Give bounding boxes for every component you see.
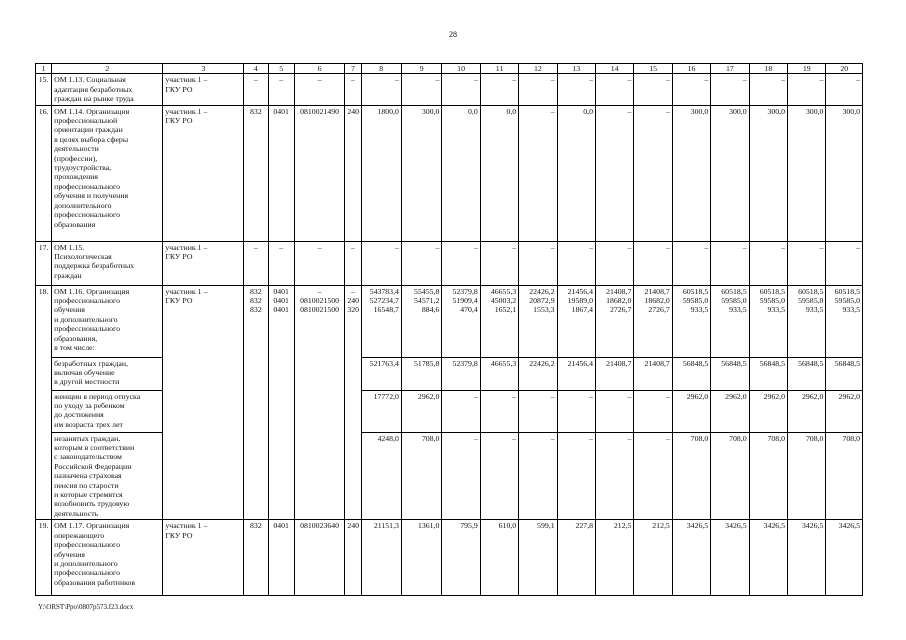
value-cell: – <box>826 74 863 105</box>
value-cell: 300,0 <box>711 105 749 241</box>
value-cell-line: 46655,3 <box>490 286 517 296</box>
executor <box>163 520 244 596</box>
value-cell-line: 2726,7 <box>609 305 632 315</box>
measure-name-line: обучения <box>54 549 85 559</box>
value-cell: – <box>442 241 480 285</box>
value-cell: 21408,7 <box>596 357 634 390</box>
value-cell: – <box>519 432 557 520</box>
subitem-name-line: в другой местности <box>54 377 120 387</box>
value-cell: – <box>596 241 634 285</box>
value-cell: – <box>788 241 826 285</box>
subitem-name-line: возобновить трудовую <box>54 499 130 509</box>
value-cell: 212,5 <box>634 520 672 596</box>
subitem-name-line: им возраста трех лет <box>54 419 123 429</box>
value-cell: – <box>596 390 634 432</box>
value-cell: – <box>519 390 557 432</box>
value-cell: 51785,8 <box>401 357 441 390</box>
value-cell <box>672 285 710 357</box>
table-row <box>36 241 863 285</box>
executor-line: участник 1 – <box>165 521 208 531</box>
value-cell: – <box>401 241 441 285</box>
value-cell: 3426,5 <box>788 520 826 596</box>
value-cell-line: 60518,5 <box>759 286 786 296</box>
executor-line: участник 1 – <box>165 286 208 296</box>
value-cell: 2962,0 <box>401 390 441 432</box>
measure-name <box>52 285 163 357</box>
value-cell: – <box>294 241 345 285</box>
value-cell: – <box>596 74 634 105</box>
subitem-name-line: включая обучение <box>54 368 115 378</box>
table-row <box>36 520 863 596</box>
value-cell: – <box>557 432 595 520</box>
value-cell-line: 1553,3 <box>533 305 555 315</box>
value-cell-line: 16548,7 <box>373 305 399 315</box>
col-header: 19 <box>788 64 826 74</box>
value-cell-line: 51909,4 <box>452 296 478 306</box>
code-cell-line: 0401 <box>273 296 289 306</box>
value-cell: – <box>749 74 787 105</box>
value-cell-line: 21408,7 <box>644 286 670 296</box>
code-cell-line: 0401 <box>273 286 289 296</box>
value-cell: 56848,5 <box>672 357 710 390</box>
col-header: 4 <box>244 64 268 74</box>
measure-name-line: ОМ 1.15. <box>54 242 85 252</box>
value-cell: 240 <box>345 105 361 241</box>
value-cell <box>442 285 480 357</box>
value-cell: 56848,5 <box>788 357 826 390</box>
value-cell-line: 59585,0 <box>834 296 860 306</box>
value-cell: 708,0 <box>788 432 826 520</box>
col-header: 13 <box>557 64 595 74</box>
file-path-footer: Y:\ORST\Ppo\0807p573.f23.docx <box>38 603 134 611</box>
value-cell: 300,0 <box>826 105 863 241</box>
value-cell: – <box>401 74 441 105</box>
col-header: 6 <box>294 64 345 74</box>
value-cell: 227,8 <box>557 520 595 596</box>
value-cell: 0,0 <box>480 105 518 241</box>
row-number: 15. <box>36 74 52 105</box>
measure-name-line: адаптация безработных <box>54 84 133 94</box>
value-cell: 0810023640 <box>294 520 345 596</box>
code-cell-line: 0810021500 <box>300 296 340 306</box>
code-cell <box>268 285 294 520</box>
executor-line: ГКУ РО <box>165 84 193 94</box>
page-number: 28 <box>449 30 457 39</box>
value-cell: 300,0 <box>401 105 441 241</box>
value-cell: – <box>711 241 749 285</box>
value-cell: 2962,0 <box>672 390 710 432</box>
measure-name-line: и дополнительного <box>54 558 118 568</box>
subitem-name-line: безработных граждан, <box>54 358 128 368</box>
executor-line: ГКУ РО <box>165 530 193 540</box>
value-cell-line: 59585,0 <box>682 296 709 306</box>
value-cell: 1800,0 <box>361 105 401 241</box>
value-cell: 300,0 <box>788 105 826 241</box>
col-header: 1 <box>36 64 52 74</box>
value-cell: – <box>345 241 361 285</box>
code-cell-line: 0810021500 <box>300 305 340 315</box>
col-header: 16 <box>672 64 710 74</box>
value-cell-line: 21456,4 <box>567 286 593 296</box>
value-cell: 0,0 <box>557 105 595 241</box>
col-header: 12 <box>519 64 557 74</box>
col-header: 17 <box>711 64 749 74</box>
value-cell: – <box>480 241 518 285</box>
value-cell: – <box>244 74 268 105</box>
executor <box>163 74 244 105</box>
measure-name-line: (профессии), <box>54 153 98 163</box>
col-header: 11 <box>480 64 518 74</box>
value-cell: – <box>519 74 557 105</box>
value-cell: 832 <box>244 105 268 241</box>
subitem-name-line: по уходу за ребенком <box>54 401 125 411</box>
value-cell-line: 52379,8 <box>452 286 478 296</box>
value-cell: 2962,0 <box>788 390 826 432</box>
value-cell: 0401 <box>268 105 294 241</box>
measure-name-line: профессионального <box>54 210 120 220</box>
value-cell: 832 <box>244 520 268 596</box>
col-header: 3 <box>163 64 244 74</box>
value-cell: 3426,5 <box>749 520 787 596</box>
value-cell: – <box>596 105 634 241</box>
value-cell <box>711 285 749 357</box>
measure-name-line: и дополнительного <box>54 314 118 324</box>
value-cell: – <box>268 74 294 105</box>
measure-name <box>52 105 163 241</box>
value-cell: 17772,0 <box>361 390 401 432</box>
value-cell: – <box>596 432 634 520</box>
measure-name-line: поддержка безработных <box>54 261 135 271</box>
value-cell: – <box>480 390 518 432</box>
col-header: 9 <box>401 64 441 74</box>
value-cell: 300,0 <box>749 105 787 241</box>
code-cell-line: – <box>317 286 322 296</box>
measure-name-line: образования работников <box>54 577 136 587</box>
value-cell: – <box>361 241 401 285</box>
value-cell: 52379,8 <box>442 357 480 390</box>
value-cell: 708,0 <box>749 432 787 520</box>
value-cell-line: 60518,5 <box>682 286 709 296</box>
value-cell-line: 1867,4 <box>571 305 593 315</box>
measure-name-line: ОМ 1.13. Социальная <box>54 75 126 85</box>
value-cell: – <box>294 74 345 105</box>
measure-name-line: ОМ 1.17. Организация <box>54 521 130 531</box>
value-cell: 2962,0 <box>826 390 863 432</box>
value-cell: – <box>480 432 518 520</box>
col-header: 14 <box>596 64 634 74</box>
measure-name-line: профессионального <box>54 181 120 191</box>
col-header: 7 <box>345 64 361 74</box>
measure-name-line: профессиональной <box>54 116 118 126</box>
value-cell <box>749 285 787 357</box>
subitem-name-line: которым в соответствии <box>54 443 135 453</box>
value-cell: 3426,5 <box>711 520 749 596</box>
value-cell-line: 2726,7 <box>648 305 670 315</box>
value-cell-line: 60518,5 <box>721 286 747 296</box>
value-cell-line: 884,6 <box>421 305 440 315</box>
value-cell <box>826 285 863 357</box>
value-cell: 21151,3 <box>361 520 401 596</box>
value-cell: 21408,7 <box>634 357 672 390</box>
value-cell-line: 933,5 <box>842 305 860 315</box>
value-cell <box>788 285 826 357</box>
value-cell: – <box>442 390 480 432</box>
measure-name-line: деятельности <box>54 144 99 154</box>
measure-name-line: обучения <box>54 305 85 315</box>
value-cell: 610,0 <box>480 520 518 596</box>
measure-name-line: профессионального <box>54 324 120 334</box>
value-cell-line: 20872,9 <box>529 296 555 306</box>
executor-line: участник 1 – <box>165 106 208 116</box>
executor <box>163 105 244 241</box>
table-subrow <box>36 432 863 520</box>
value-cell: – <box>519 241 557 285</box>
value-cell: – <box>519 105 557 241</box>
value-cell: 56848,5 <box>826 357 863 390</box>
value-cell-line: 543783,4 <box>369 286 399 296</box>
subitem-name <box>52 432 163 520</box>
table-subrow <box>36 357 863 390</box>
code-cell-line: 240 <box>347 296 360 306</box>
value-cell: – <box>557 390 595 432</box>
value-cell-line: 60518,5 <box>798 286 824 296</box>
value-cell-line: 18682,0 <box>644 296 670 306</box>
value-cell-line: 933,5 <box>767 305 786 315</box>
value-cell-line: 59585,0 <box>759 296 786 306</box>
value-cell: 1361,0 <box>401 520 441 596</box>
value-cell <box>401 285 441 357</box>
subitem-name <box>52 357 163 390</box>
value-cell: – <box>634 241 672 285</box>
value-cell: 22426,2 <box>519 357 557 390</box>
value-cell-line: 933,5 <box>729 305 747 315</box>
row-number: 17. <box>36 241 52 285</box>
value-cell: – <box>634 390 672 432</box>
value-cell <box>480 285 518 357</box>
value-cell: – <box>361 74 401 105</box>
value-cell <box>634 285 672 357</box>
measure-name-line: профессионального <box>54 568 120 578</box>
measure-name-line: ориентации граждан <box>54 125 123 135</box>
subitem-name-line: и которые стремятся <box>54 490 123 500</box>
measure-name <box>52 74 163 105</box>
value-cell: 3426,5 <box>826 520 863 596</box>
measure-name-line: профессионального <box>54 540 120 550</box>
executor-line: ГКУ РО <box>165 296 193 306</box>
value-cell-line: 21408,7 <box>606 286 632 296</box>
value-cell-line: 59585,0 <box>798 296 824 306</box>
value-cell: 21456,4 <box>557 357 595 390</box>
value-cell-line: 18682,0 <box>606 296 632 306</box>
executor-line: участник 1 – <box>165 75 208 85</box>
value-cell <box>361 285 401 357</box>
value-cell: – <box>345 74 361 105</box>
value-cell: – <box>442 74 480 105</box>
value-cell: – <box>788 74 826 105</box>
value-cell: – <box>711 74 749 105</box>
measure-name-line: ОМ 1.16. Организация <box>54 286 130 296</box>
code-cell-line: 832 <box>250 286 262 296</box>
header-row <box>36 64 863 74</box>
value-cell-line: 22426,2 <box>529 286 555 296</box>
row-number: 19. <box>36 520 52 596</box>
value-cell: 2962,0 <box>711 390 749 432</box>
row-number: 18. <box>36 285 52 520</box>
value-cell: – <box>557 74 595 105</box>
value-cell: – <box>268 241 294 285</box>
code-cell <box>345 285 361 520</box>
value-cell: 2962,0 <box>749 390 787 432</box>
col-header: 15 <box>634 64 672 74</box>
col-header: 5 <box>268 64 294 74</box>
value-cell-line: 54571,2 <box>414 296 440 306</box>
code-cell <box>294 285 345 520</box>
subitem-name <box>52 390 163 432</box>
value-cell: 795,9 <box>442 520 480 596</box>
executor-line: ГКУ РО <box>165 116 193 126</box>
col-header: 10 <box>442 64 480 74</box>
value-cell-line: 933,5 <box>690 305 709 315</box>
value-cell: 4248,0 <box>361 432 401 520</box>
col-header: 20 <box>826 64 863 74</box>
value-cell <box>519 285 557 357</box>
executor-line: ГКУ РО <box>165 252 193 262</box>
budget-table <box>35 63 863 596</box>
value-cell: 0,0 <box>442 105 480 241</box>
table-subrow <box>36 390 863 432</box>
value-cell: – <box>672 241 710 285</box>
value-cell: – <box>826 241 863 285</box>
col-header: 2 <box>52 64 163 74</box>
code-cell-line: 832 <box>250 296 262 306</box>
measure-name-line: профессионального <box>54 296 120 306</box>
value-cell: – <box>634 74 672 105</box>
table-row <box>36 105 863 241</box>
measure-name-line: граждан <box>54 270 82 280</box>
value-cell: – <box>480 74 518 105</box>
measure-name-line: Психологическая <box>54 252 112 262</box>
code-cell-line: 0401 <box>273 305 289 315</box>
measure-name-line: дополнительного <box>54 200 112 210</box>
measure-name-line: граждан на рынке труда <box>54 94 134 104</box>
value-cell-line: 60518,5 <box>834 286 860 296</box>
measure-name-line: образования <box>54 219 96 229</box>
subitem-name-line: с законодательством <box>54 452 122 462</box>
measure-name <box>52 520 163 596</box>
value-cell-line: 1652,1 <box>494 305 517 315</box>
value-cell: 3426,5 <box>672 520 710 596</box>
executor <box>163 241 244 285</box>
value-cell: 599,1 <box>519 520 557 596</box>
value-cell <box>596 285 634 357</box>
value-cell: 56848,5 <box>749 357 787 390</box>
measure-name-line: в том числе: <box>54 343 95 353</box>
value-cell-line: 59585,0 <box>721 296 747 306</box>
value-cell <box>557 285 595 357</box>
code-cell-line: – <box>350 286 355 296</box>
value-cell: 240 <box>345 520 361 596</box>
value-cell: 521763,4 <box>361 357 401 390</box>
value-cell: – <box>634 432 672 520</box>
value-cell: – <box>442 432 480 520</box>
measure-name-line: в целях выбора сферы <box>54 134 129 144</box>
value-cell: 300,0 <box>672 105 710 241</box>
subitem-name-line: пенсия по старости <box>54 480 119 490</box>
subitem-name-line: деятельность <box>54 508 99 518</box>
value-cell-line: 19589,0 <box>567 296 593 306</box>
value-cell: 0810021490 <box>294 105 345 241</box>
value-cell-line: 933,5 <box>805 305 824 315</box>
measure-name-line: трудоустройства, <box>54 163 112 173</box>
value-cell: 708,0 <box>672 432 710 520</box>
value-cell: 708,0 <box>826 432 863 520</box>
code-cell <box>244 285 268 520</box>
subitem-name-line: до достижения <box>54 410 104 420</box>
value-cell-line: 527234,7 <box>369 296 399 306</box>
executor <box>163 285 244 520</box>
measure-name <box>52 241 163 285</box>
code-cell-line: 320 <box>347 305 360 315</box>
measure-name-line: образования, <box>54 333 98 343</box>
value-cell-line: 45003,2 <box>490 296 517 306</box>
value-cell: – <box>672 74 710 105</box>
col-header: 18 <box>749 64 787 74</box>
value-cell: – <box>634 105 672 241</box>
value-cell: – <box>244 241 268 285</box>
measure-name-line: прохождения <box>54 172 98 182</box>
value-cell: 46655,3 <box>480 357 518 390</box>
value-cell: – <box>749 241 787 285</box>
value-cell: – <box>557 241 595 285</box>
value-cell: 708,0 <box>401 432 441 520</box>
executor-line: участник 1 – <box>165 242 208 252</box>
value-cell-line: 470,4 <box>460 305 478 315</box>
subitem-name-line: незанятых граждан, <box>54 433 121 443</box>
measure-name-line: ОМ 1.14. Организация <box>54 106 130 116</box>
measure-name-line: обучения и получения <box>54 191 129 201</box>
value-cell: 708,0 <box>711 432 749 520</box>
code-cell-line: 832 <box>250 305 262 315</box>
value-cell: 56848,5 <box>711 357 749 390</box>
measure-name-line: опережающего <box>54 530 105 540</box>
subitem-name-line: назначена страховая <box>54 471 122 481</box>
subitem-name-line: женщин в период отпуска <box>54 391 141 401</box>
col-header: 8 <box>361 64 401 74</box>
value-cell-line: 55455,8 <box>414 286 440 296</box>
row-number: 16. <box>36 105 52 241</box>
table-row <box>36 285 863 357</box>
subitem-name-line: Российской Федерации <box>54 461 132 471</box>
value-cell: 0401 <box>268 520 294 596</box>
value-cell: 212,5 <box>596 520 634 596</box>
table-row <box>36 74 863 105</box>
